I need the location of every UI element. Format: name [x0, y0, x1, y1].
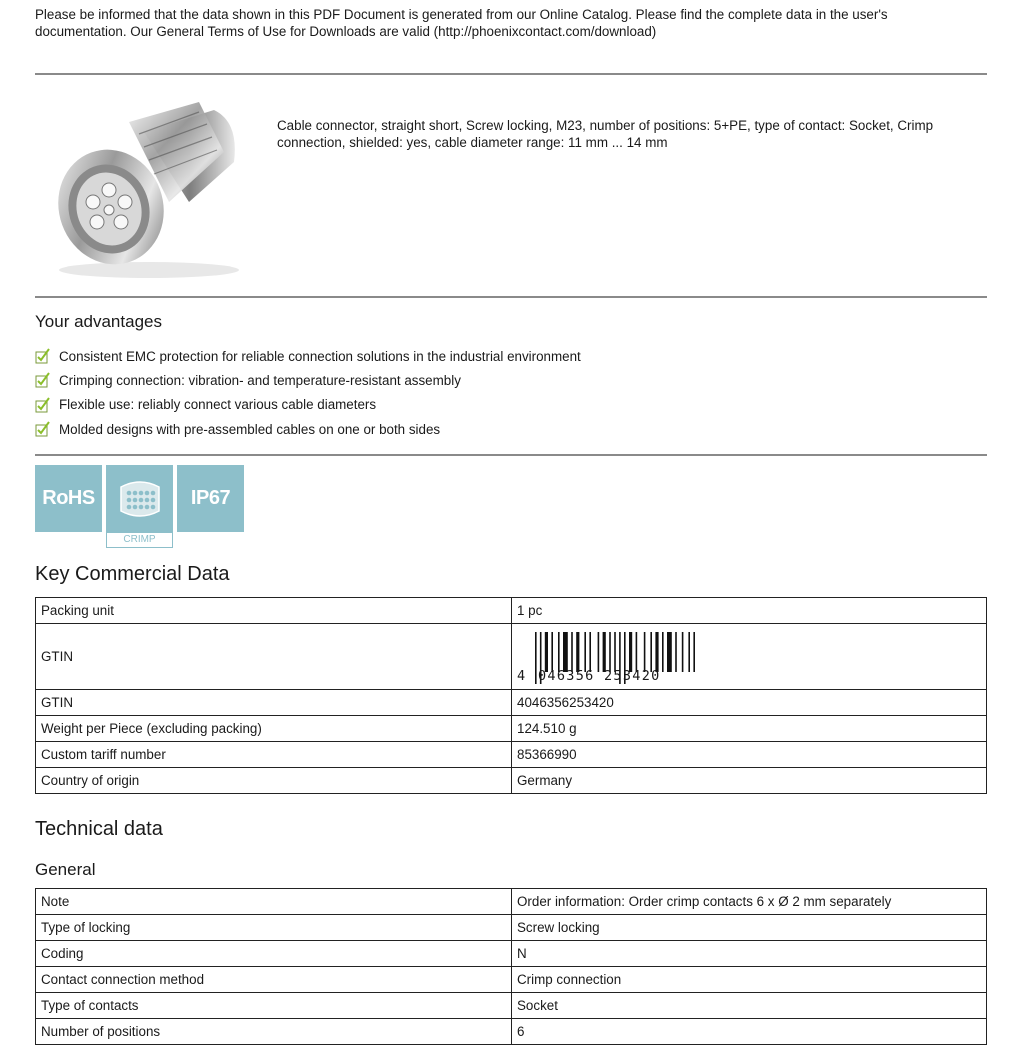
divider: [35, 454, 987, 456]
table-value: Germany: [512, 768, 987, 794]
table-value: Socket: [512, 993, 987, 1019]
barcode-bar: [693, 632, 695, 672]
barcode-bar: [688, 632, 690, 672]
list-item: [35, 368, 581, 392]
table-row: [36, 716, 987, 742]
barcode-bar: [551, 632, 553, 672]
barcode-bar: [571, 632, 573, 672]
table-key: Type of contacts: [36, 993, 512, 1019]
technical-data-table: [35, 888, 987, 1045]
checkbox-checked-icon: [35, 372, 51, 388]
barcode-bar: [584, 632, 586, 672]
barcode-bar: [545, 632, 548, 672]
table-value: 1 pc: [512, 598, 987, 624]
table-key: Type of locking: [36, 915, 512, 941]
barcode-bar: [675, 632, 677, 672]
download-notice: Please be informed that the data shown in this PDF Document is generated from our Online Catalog. Please find the complete data in the user's documentation. Our General Terms of Use for Downloads are valid (http://phoenixcontact.com/download): [35, 7, 888, 39]
table-row: [36, 1019, 987, 1045]
divider: [35, 73, 987, 75]
list-item: [35, 417, 581, 441]
commercial-data-table: [35, 597, 987, 794]
barcode-first-digit: 4: [517, 667, 527, 684]
table-value: N: [512, 941, 987, 967]
checkbox-checked-icon: [35, 348, 51, 364]
advantages-list: [35, 344, 581, 441]
table-value: Crimp connection: [512, 967, 987, 993]
table-row: [36, 690, 987, 716]
divider: [35, 296, 987, 298]
barcode-bar: [629, 632, 632, 672]
product-image: [49, 92, 249, 280]
rohs-badge: RoHS: [35, 465, 102, 532]
barcode-bar: [636, 632, 638, 672]
table-row: [36, 742, 987, 768]
table-value: 6: [512, 1019, 987, 1045]
barcode-bar: [558, 632, 560, 672]
certification-badges: [35, 465, 244, 547]
list-item: [35, 393, 581, 417]
table-row: [36, 967, 987, 993]
table-key: Packing unit: [36, 598, 512, 624]
table-value: 85366990: [512, 742, 987, 768]
crimp-label: CRIMP: [106, 532, 173, 548]
barcode-bar: [682, 632, 684, 672]
checkbox-checked-icon: [35, 421, 51, 437]
table-key: GTIN: [36, 624, 512, 690]
general-subtitle: General: [35, 860, 96, 879]
product-description: Cable connector, straight short, Screw locking, M23, number of positions: 5+PE, type of contact: Socket, Crimp connection, shielded: yes, cable diameter range: 11 mm ... 14 mm: [277, 118, 934, 150]
table-row: [36, 624, 987, 690]
barcode-bar: [598, 632, 600, 672]
barcode-bar: [667, 632, 672, 672]
crimp-icon: [106, 465, 173, 532]
table-key: Weight per Piece (excluding packing): [36, 716, 512, 742]
barcode-bar: [644, 632, 646, 672]
table-row: [36, 941, 987, 967]
barcode-bar: [589, 632, 591, 672]
table-key: Contact connection method: [36, 967, 512, 993]
barcode-bar: [614, 632, 616, 672]
checkbox-checked-icon: [35, 397, 51, 413]
technical-data-title: Technical data: [35, 818, 163, 840]
advantage-text: Crimping connection: vibration- and temperature-resistant assembly: [59, 372, 461, 388]
advantage-text: Molded designs with pre-assembled cables on one or both sides: [59, 421, 441, 437]
barcode-bar: [563, 632, 568, 672]
table-row: [36, 915, 987, 941]
table-key: Country of origin: [36, 768, 512, 794]
table-row: [36, 889, 987, 915]
table-key: Number of positions: [36, 1019, 512, 1045]
barcode-bar: [609, 632, 611, 672]
barcode-bar: [650, 632, 652, 672]
table-row: [36, 993, 987, 1019]
gtin-barcode: [517, 628, 697, 686]
list-item: [35, 344, 581, 368]
table-key: Coding: [36, 941, 512, 967]
table-key: Custom tariff number: [36, 742, 512, 768]
barcode-bar: [662, 632, 664, 672]
table-value: [512, 624, 987, 690]
table-row: [36, 768, 987, 794]
table-value: Screw locking: [512, 915, 987, 941]
commercial-data-title: Key Commercial Data: [35, 563, 230, 585]
table-value: 124.510 g: [512, 716, 987, 742]
table-key: GTIN: [36, 690, 512, 716]
table-value: 4046356253420: [512, 690, 987, 716]
table-value: Order information: Order crimp contacts 6 x Ø 2 mm separately: [512, 889, 987, 915]
barcode-bar: [603, 632, 606, 672]
advantage-text: Flexible use: reliably connect various cable diameters: [59, 397, 377, 413]
advantage-text: Consistent EMC protection for reliable connection solutions in the industrial environment: [59, 348, 581, 364]
barcode-bar: [535, 632, 537, 684]
crimp-badge: [106, 465, 173, 547]
ip67-badge: IP67: [177, 465, 244, 532]
table-row: [36, 598, 987, 624]
advantages-title: Your advantages: [35, 312, 162, 331]
barcode-bar: [655, 632, 658, 672]
table-key: Note: [36, 889, 512, 915]
barcode-digits: 046356 253420: [538, 667, 661, 684]
barcode-bar: [576, 632, 579, 672]
